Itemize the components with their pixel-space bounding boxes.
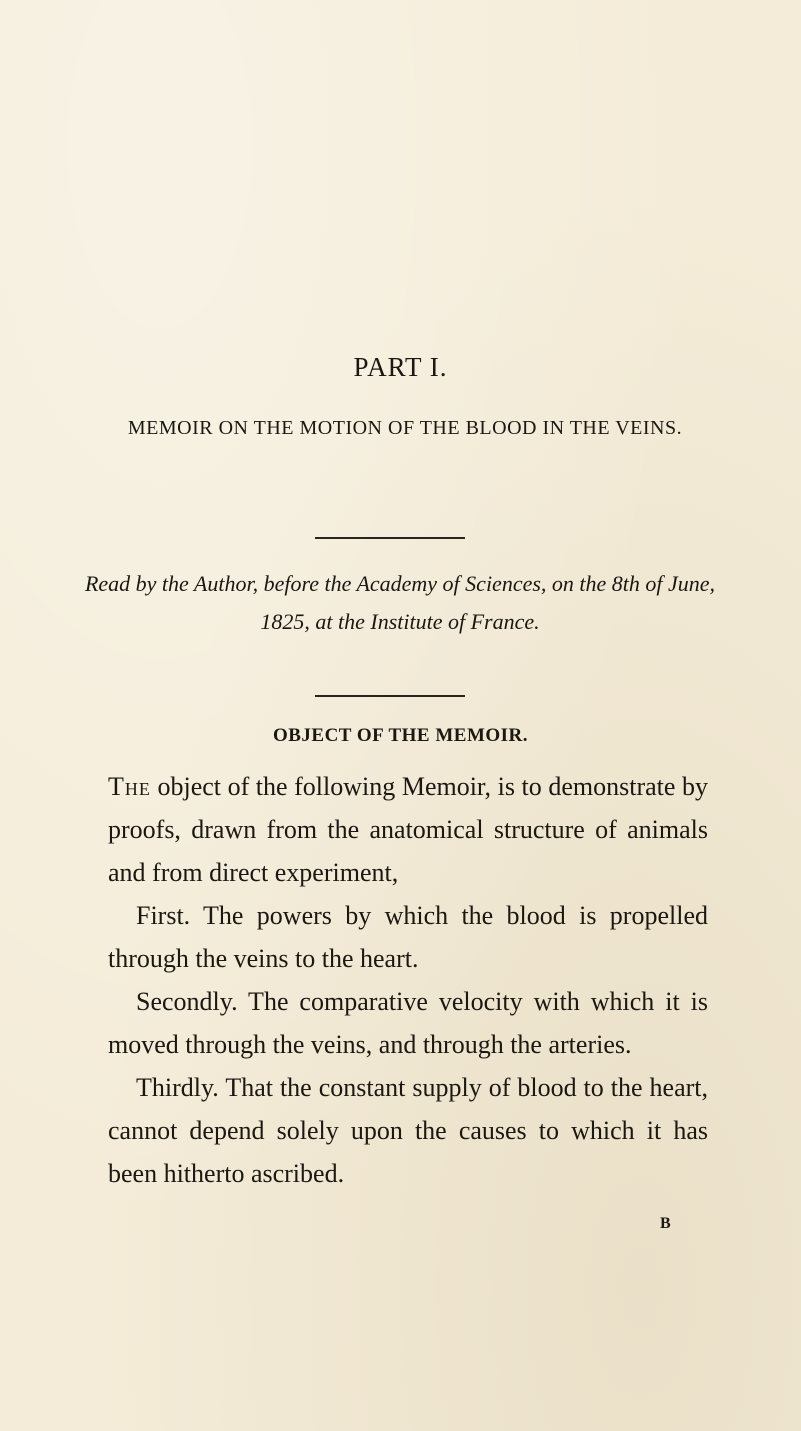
paragraph-4: Thirdly. That the constant supply of blood to the heart, cannot depend solely upon the causes to which it has been hitherto ascribed. <box>108 1073 708 1188</box>
opening-word: The <box>108 772 151 801</box>
signature-mark: B <box>660 1215 671 1232</box>
paragraph-3: Secondly. The comparative velocity with which it is moved through the veins, and through the arteries. <box>108 987 708 1059</box>
memoir-title: MEMOIR ON THE MOTION OF THE BLOOD IN THE VEINS. <box>127 417 683 439</box>
top-rule <box>315 537 465 539</box>
body-text <box>108 765 708 1195</box>
paragraph-1 <box>108 765 708 894</box>
read-by-note: Read by the Author, before the Academy of Sciences, on the 8th of June, 1825, at the Institute of France. <box>84 571 716 634</box>
bottom-rule <box>315 695 465 697</box>
part-title: PART I. <box>353 352 448 382</box>
section-heading: OBJECT OF THE MEMOIR. <box>272 725 529 746</box>
paragraph-2: First. The powers by which the blood is propelled through the veins to the heart. <box>108 901 708 973</box>
paragraph-1-text: object of the following Memoir, is to demonstrate by proofs, drawn from the anatomical structure of animals and from direct experiment, <box>108 772 708 887</box>
